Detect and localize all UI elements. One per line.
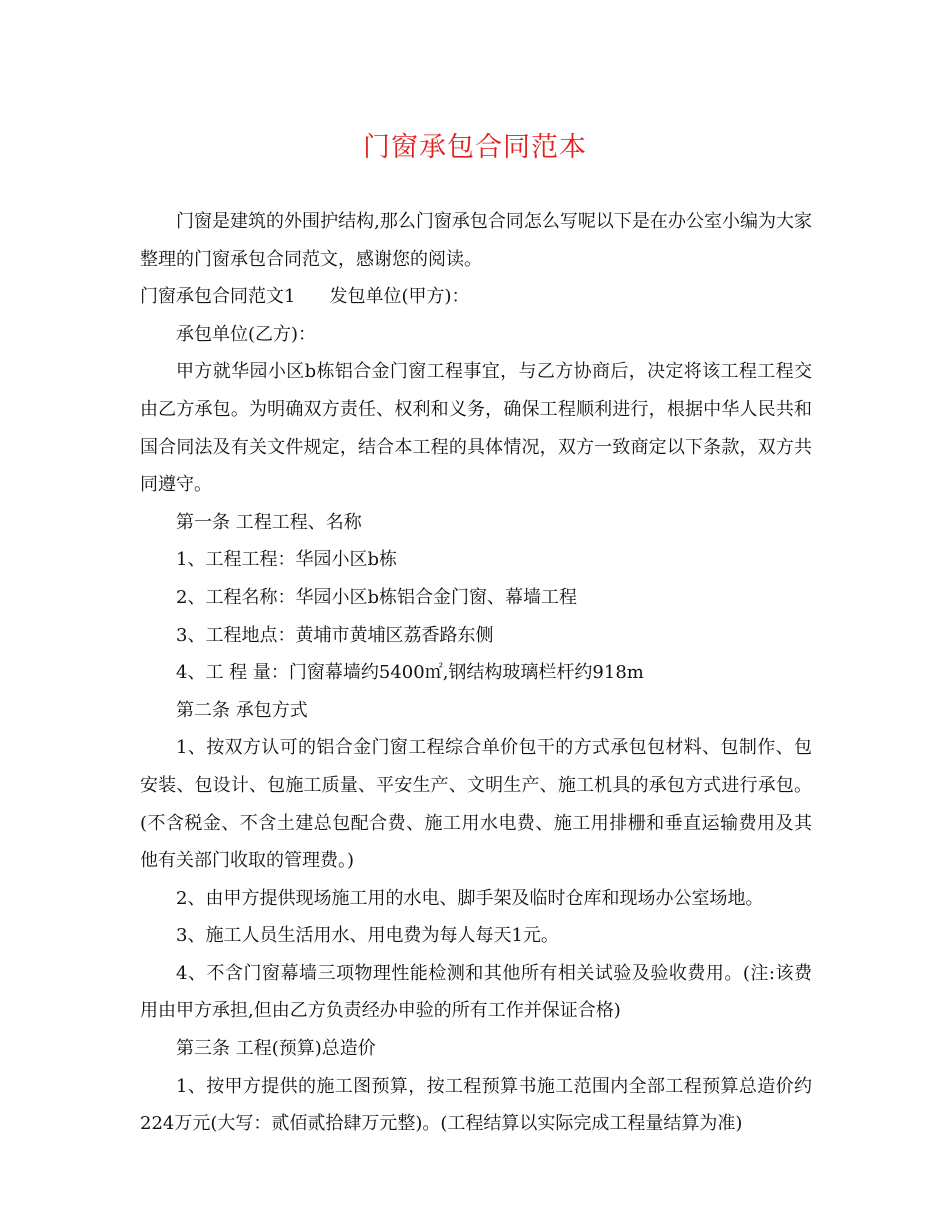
document-body bbox=[140, 203, 812, 1143]
article-2-item-1: 1、按双方认可的铝合金门窗工程综合单价包干的方式承包包材料、包制作、包安装、包设计、包施工质量、平安生产、文明生产、施工机具的承包方式进行承包。(不含税金、不含土建总包配合费、施工用水电费、施工用排栅和垂直运输费用及其他有关部门收取的管理费。) bbox=[140, 737, 812, 872]
intro-paragraph: 门窗是建筑的外围护结构,那么门窗承包合同怎么写呢以下是在办公室小编为大家整理的门窗承包合同范文，感谢您的阅读。 bbox=[140, 211, 812, 270]
preamble-paragraph: 甲方就华园小区b栋铝合金门窗工程事宜，与乙方协商后，决定将该工程工程交由乙方承包。为明确双方责任、权利和义务，确保工程顺利进行，根据中华人民共和国合同法及有关文件规定，结合本工程的具体情况，双方一致商定以下条款，双方共同遵守。 bbox=[140, 361, 812, 496]
article-3-heading: 第三条 工程(预算)总造价 bbox=[176, 1038, 376, 1060]
article-1-item-2: 2、工程名称：华园小区b栋铝合金门窗、幕墙工程 bbox=[176, 586, 577, 608]
article-1-item-1: 1、工程工程：华园小区b栋 bbox=[176, 549, 397, 571]
article-2-heading: 第二条 承包方式 bbox=[176, 699, 308, 721]
sample-label: 门窗承包合同范文1 bbox=[140, 286, 296, 308]
article-1-item-3: 3、工程地点：黄埔市黄埔区荔香路东侧 bbox=[176, 624, 494, 646]
article-1-item-4: 4、工 程 量：门窗幕墙约5400㎡,钢结构玻璃栏杆约918m bbox=[176, 662, 644, 684]
sample-heading-line bbox=[140, 278, 812, 316]
article-3-item-1: 1、按甲方提供的施工图预算，按工程预算书施工范围内全部工程预算总造价约224万元(大写：贰佰贰拾肆万元整)。(工程结算以实际完成工程量结算为准) bbox=[140, 1075, 812, 1135]
article-2-item-3: 3、施工人员生活用水、用电费为每人每天1元。 bbox=[176, 925, 559, 947]
article-1-heading: 第一条 工程工程、名称 bbox=[176, 511, 362, 533]
party-a-label: 发包单位(甲方)： bbox=[329, 286, 470, 308]
party-b-line: 承包单位(乙方)： bbox=[176, 323, 317, 345]
article-2-item-2: 2、由甲方提供现场施工用的水电、脚手架及临时仓库和现场办公室场地。 bbox=[176, 887, 764, 909]
document-title: 门窗承包合同范本 bbox=[363, 132, 587, 163]
article-2-item-4: 4、不含门窗幕墙三项物理性能检测和其他所有相关试验及验收费用。(注:该费用由甲方承担,但由乙方负责经办申验的所有工作并保证合格) bbox=[140, 962, 812, 1022]
